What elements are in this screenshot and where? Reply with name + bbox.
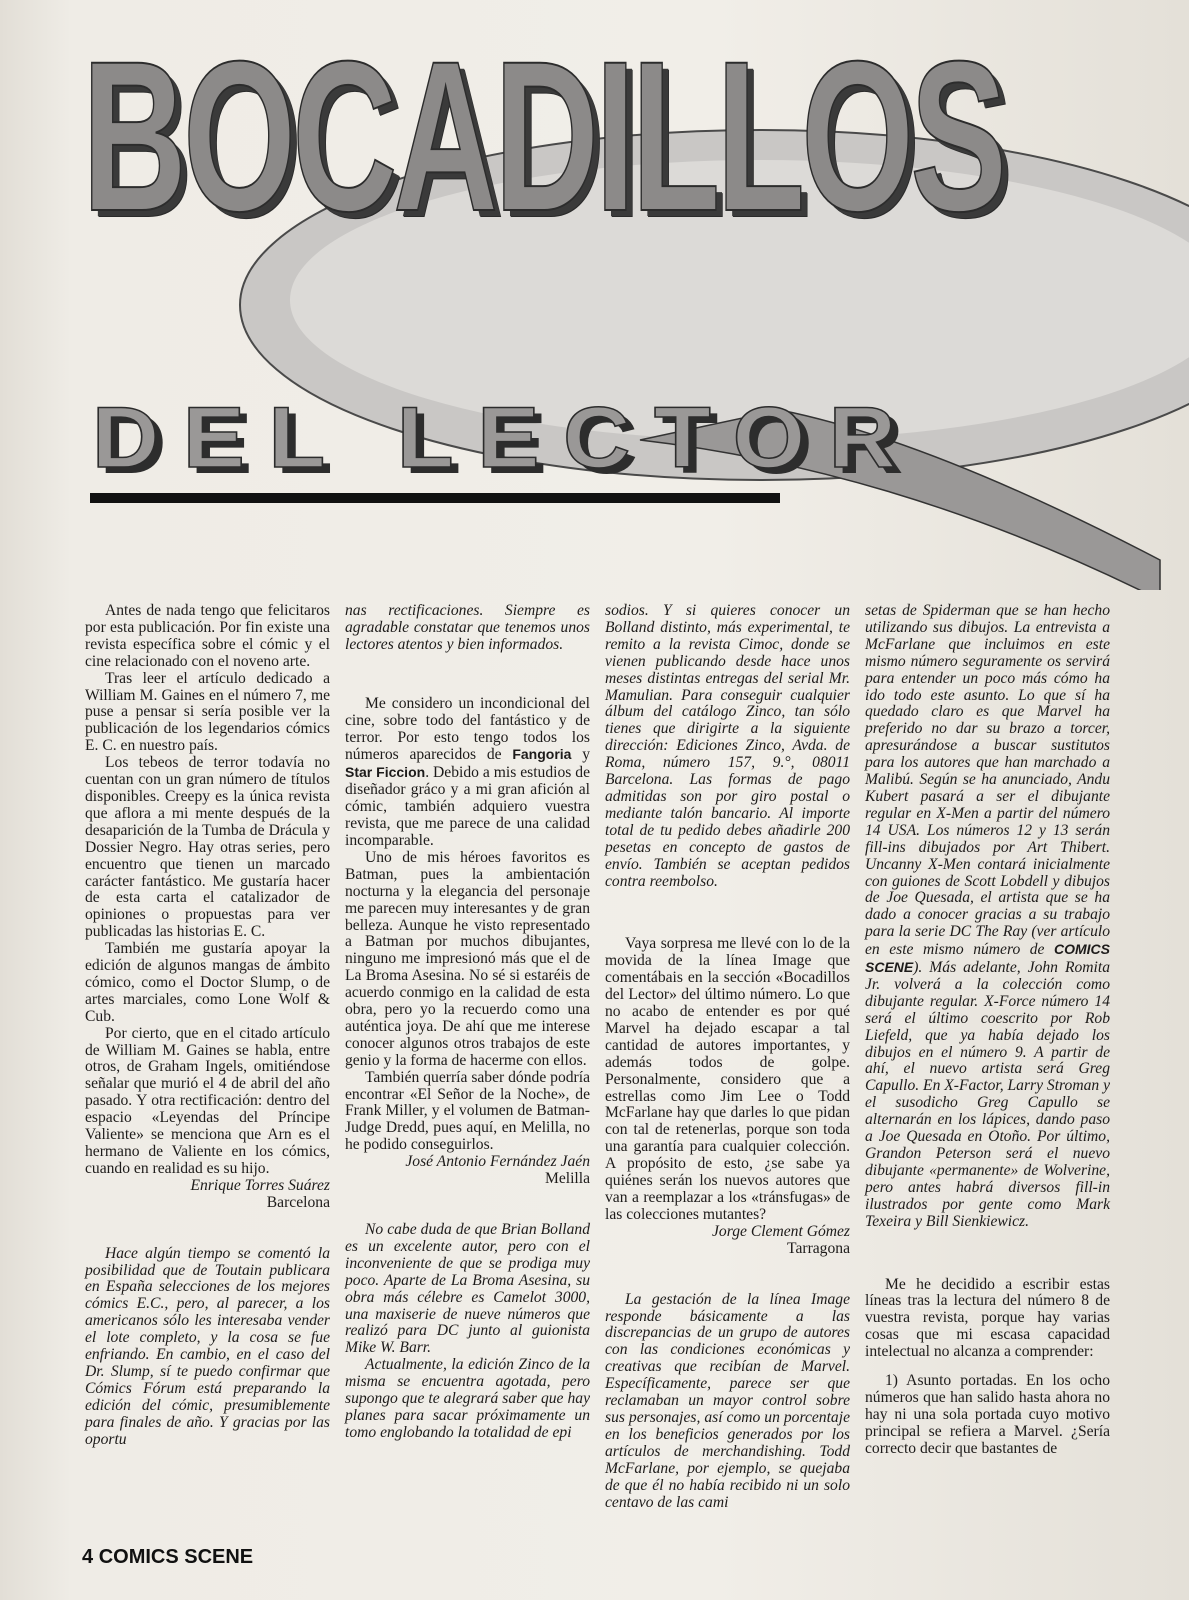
page-footer: [82, 1546, 253, 1569]
editor-reply-continued: sodios. Y si quieres conocer un Bolland distinto, más experimental, te remito a la revista Cimoc, donde se vienen publicando desde hace unos meses distintas entregas del serial Mr. Mamulian. Para conseguir cualquier álbum del catálogo Zinco, tan sólo tienes que dirigirte a la siguiente dirección: Ediciones Zinco, Avda. de Roma, número 157, 9.°, 08011 Barcelona. Las formas de pago admitidas son por giro postal o mediante talón bancario. Al importe total de tu pedido debes añadirle 200 pesetas en concepto de gastos de envío. También se aceptan pedidos contra reembolso.: [605, 602, 850, 890]
letter-paragraph: Los tebeos de terror todavía no cuentan con un gran número de títulos disponibles. Creepy es la única revista que aflora a mi mente después de la desaparición de la Tumba de Drácula y Dossier Negro. Hay otras series, pero encuentro que tienen un marcado carácter fantástico. Me gustaría hacer de esta carta el catalizador de opiniones o propuestas para ver publicadas las historias E. C.: [85, 754, 330, 941]
letter-signature: Jorge Clement Gómez: [712, 1222, 850, 1240]
page-subtitle: DEL LECTOR: [92, 390, 920, 486]
letter-city: Barcelona: [266, 1193, 330, 1211]
text-run: y: [582, 746, 590, 764]
text-run: ). Más adelante, John Romita Jr. volverá a la colección como dibujante regular. X-Force número 14 será el último coescrito por Rob Liefeld, que ya había dejado los dibujos en el número 9. A partir de ahí, el nuevo artista será Greg Capullo. En X-Factor, Larry Stroman y el susodicho Greg Capullo se alternarán en los lápices, dando paso a Joe Quesada en Otoño. Por último, Grandon Peterson será el nuevo dibujante «permanente» de Wolverine, pero antes habrá diversos fill-in ilustrados por gente como Mark Texeira y Bill Sienkiewicz.: [865, 959, 1111, 1230]
text-run: setas de Spiderman que se han hecho utilizando sus dibujos. La entrevista a McFarlane que incluimos en este mismo número seguramente os servirá para entender un poco más cómo ha ido todo este asunto. Lo que sí ha quedado claro es que Marvel ha preferido no dar su brazo a torcer, apresurándose a buscar sustitutos para los autores que han marchado a Malibú. Según se ha anunciado, Andu Kubert pasará a ser el dibujante regular en X-Men a partir del número 14 USA. Los números 12 y 13 serán fill-ins dibujados por Art Thibert. Uncanny X-Men contará inicialmente con guiones de Scott Lobdell y dibujos de Joe Quesada, el artista que se ha dado a conocer gracias a su trabajo para la serie DC The Ray (ver artículo en este mismo número de: [865, 602, 1110, 959]
text-run: Me considero un incondicional del cine, sobre todo del fantástico y de terror. Por esto tengo todos los números aparecidos de: [345, 694, 590, 764]
magazine-name: Star Ficcion: [345, 764, 426, 781]
section-header: [0, 0, 1189, 590]
letter-paragraph: Antes de nada tengo que felicitaros por esta publicación. Por fin existe una revista específica sobre el cómic y el cine relacionado con el noveno arte.: [85, 602, 330, 670]
letter-paragraph: Me he decidido a escribir estas líneas tras la lectura del número 8 de vuestra revista, porque hay varias cosas que mi escasa capacidad intelectual no alcanza a comprender:: [865, 1275, 1110, 1361]
text-run: . Debido a mis estudios de diseñador gráco y a mi gran afición al cómic, también adquiero vuestra revista, que me parece de una calidad incomparable.: [345, 764, 590, 849]
letter-city: Melilla: [544, 1170, 590, 1188]
letter-paragraph: También me gustaría apoyar la edición de algunos mangas de ámbito cómico, como el Doctor Slump, o de artes marciales, como Lone Wolf & Cub.: [85, 940, 330, 1025]
letter-city: Tarragona: [787, 1239, 850, 1257]
magazine-name-footer: COMICS SCENE: [98, 1546, 254, 1568]
letter-signature: Enrique Torres Suárez: [190, 1176, 330, 1194]
letter-signature: José Antonio Fernández Jaén: [405, 1153, 590, 1171]
editor-reply-continued: [865, 603, 1110, 1231]
magazine-name: COMICS SCENE: [865, 941, 1110, 976]
letter-paragraph: [345, 696, 590, 850]
column-4: [865, 603, 1110, 1458]
editor-reply: Actualmente, la edición Zinco de la misma se encuentra agotada, pero supongo que te alegrará saber que hay planes para sacar próximamente un tomo englobando la totalidad de epi: [345, 1356, 590, 1441]
column-3: [605, 603, 850, 1511]
letter-paragraph: 1) Asunto portadas. En los ocho números que han salido hasta ahora no hay ni una sola portada cuyo motivo principal se refiera a Marvel. ¿Sería correcto decir que bastantes de: [865, 1372, 1110, 1457]
editor-reply: Hace algún tiempo se comentó la posibilidad que de Toutain publicara en España selecciones de los mejores cómics E.C., pero, al parecer, a los americanos sólo les interesaba vender el lote completo, y la cosa se fue enfriando. En cambio, en el caso del Dr. Slump, sí te puedo confirmar que Cómics Fórum está preparando la edición del cómic, presumiblemente para finales de año. Y gracias por las oportu: [85, 1244, 330, 1448]
letter-paragraph: Tras leer el artículo dedicado a William M. Gaines en el número 7, me puse a pensar si sería posible ver la publicación de los legendarios cómics E. C. en nuestro país.: [85, 669, 330, 755]
column-2: [345, 603, 590, 1442]
letter-paragraph: También querría saber dónde podría encontrar «El Señor de la Noche», de Frank Miller, y el volumen de Batman-Judge Dredd, pues aquí, en Melilla, no he podido conseguirlos.: [345, 1068, 590, 1154]
letter-paragraph: Vaya sorpresa me llevé con lo de la movida de la línea Image que comentábais en la sección «Bocadillos del Lector» del último número. Lo que no acabo de entender es por qué Marvel ha dejado escapar a tal cantidad de autores importantes, y además todos de golpe. Personalmente, considero que a estrellas como Jim Lee o Todd McFarlane hay que darles lo que pidan con tal de retenerlas, porque son toda una garantía para cualquier colección. A propósito de esto, ¿se sabe ya quiénes serán los nuevos autores que van a reemplazar a los «tránsfugas» de las colecciones mutantes?: [605, 935, 850, 1223]
editor-reply: La gestación de la línea Image responde básicamente a las discrepancias de un grupo de autores con las condiciones económicas y creativas que recibían de Marvel. Específicamente, parece ser que reclamaban un mayor control sobre sus personajes, así como un porcentaje en los beneficios generados por los artículos de merchandishing. Todd McFarlane, por ejemplo, se quejaba de que él no había recibido ni un solo centavo de las cami: [605, 1290, 850, 1511]
header-rule: [90, 493, 780, 503]
letter-paragraph: Por cierto, que en el citado artículo de William M. Gaines se habla, entre otros, de Graham Ingels, omitiéndose señalar que murió el 4 de abril del año pasado. Y otra rectificación: dentro del espacio «Leyendas del Príncipe Valiente» se menciona que Arn es el hermano de Valiente en los cómics, cuando en realidad es su hijo.: [85, 1024, 330, 1177]
column-1: [85, 603, 330, 1449]
editor-reply: No cabe duda de que Brian Bolland es un excelente autor, pero con el inconveniente de que se prodiga muy poco. Aparte de La Broma Asesina, su obra más célebre es Camelot 3000, una maxiserie de nueve números que realizó para DC junto al guionista Mike W. Barr.: [345, 1221, 590, 1357]
editor-reply-continued: nas rectificaciones. Siempre es agradable constatar que tenemos unos lectores atentos y bien informados.: [345, 602, 590, 653]
page-title: BOCADILLOS: [82, 17, 1004, 256]
letter-paragraph: Uno de mis héroes favoritos es Batman, pues la ambientación nocturna y la elegancia del personaje me parecen muy interesantes y de gran belleza. Aunque he visto representado a Batman por muchos dibujantes, ninguno me impresionó más que el de La Broma Asesina. No sé si estaréis de acuerdo conmigo en la calidad de esta obra, pero yo la recuerdo como una auténtica joya. De ahí que me interese conocer algunos otros trabajos de este genio y la forma de hacerme con ellos.: [345, 848, 590, 1069]
magazine-name: Fangoria: [512, 746, 572, 763]
page-number: 4: [82, 1546, 94, 1568]
